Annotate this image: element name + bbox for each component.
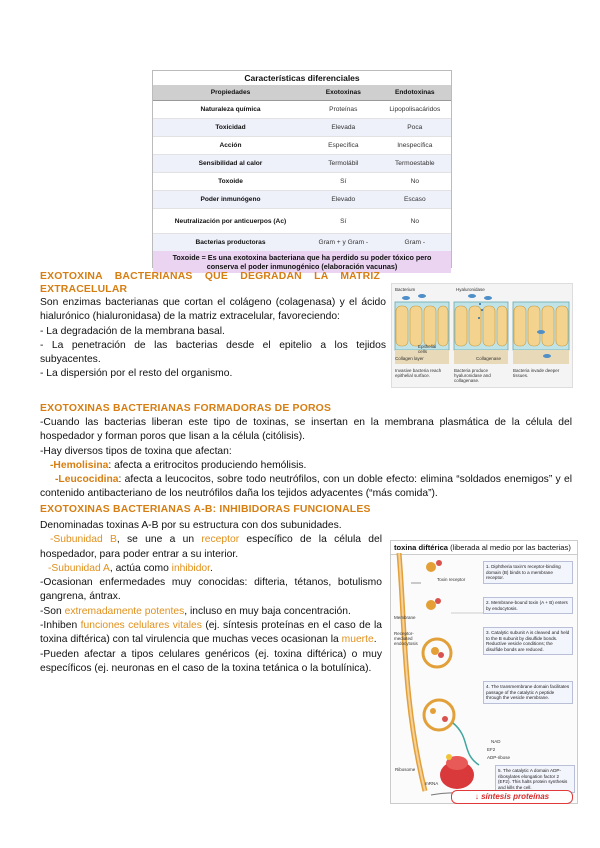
table-cell: Termolábil <box>308 155 379 173</box>
table-cell: Inespecífica <box>379 137 451 155</box>
fig1-label: Bacterium <box>395 287 416 292</box>
endocytosis-label: Receptor-mediated endocytosis <box>394 631 418 646</box>
subunit-a <box>40 562 382 576</box>
text: -Son <box>40 605 65 617</box>
keyword: muerte <box>341 634 374 646</box>
table-cell: Gram - <box>379 234 451 252</box>
table-cell: Gram + y Gram - <box>308 234 379 252</box>
ribosome-label: Ribosome <box>395 767 416 772</box>
header-cell: Exotoxinas <box>308 85 379 101</box>
comparison-table <box>152 70 452 271</box>
table-grid <box>153 85 451 251</box>
paragraph: -Hay diversos tipos de toxina que afectan: <box>40 445 232 457</box>
step-1-box: 1. Diphtheria toxin's receptor-binding domain (B) binds to a membrane receptor. <box>483 561 573 584</box>
table-cell: Lipopolisacáridos <box>379 101 451 119</box>
paragraph: Denominadas toxinas A-B por su estructura con dos subunidades. <box>40 520 342 531</box>
title-main: toxina diftérica <box>394 543 449 552</box>
table-cell: No <box>379 209 451 234</box>
keyword: extremadamente potentes <box>64 605 185 617</box>
table-cell: Escaso <box>379 191 451 209</box>
table-cell: Poder inmunógeno <box>153 191 308 209</box>
fig1-label: Hyaluronidase <box>456 287 485 292</box>
table-cell: Neutralización por anticuerpos (Ac) <box>153 209 308 234</box>
paragraph <box>40 605 382 619</box>
paragraph: -Ocasionan enfermedades muy conocidas: difteria, tétanos, botulismo gangrena, ántrax. <box>40 577 382 603</box>
mrna-label: mRNA <box>425 781 439 786</box>
subunit-b <box>40 533 382 562</box>
table-cell: Naturaleza química <box>153 101 308 119</box>
table-row <box>153 119 451 137</box>
bullet: - La dispersión por el resto del organismo. <box>40 368 233 380</box>
fig1-caption: Invasive bacteria reach epithelial surface. <box>395 368 442 378</box>
bullet: - La penetración de las bacterias desde el epitelio a los tejidos subyacentes. <box>40 339 386 366</box>
leucocidina-item <box>40 473 572 502</box>
nad-label: NAD <box>491 739 501 744</box>
table-cell: Termoestable <box>379 155 451 173</box>
fig1-caption: Bacteria invade deeper tissues. <box>513 368 560 378</box>
table-header-row <box>153 85 451 101</box>
text: . <box>210 562 213 574</box>
section-pores-body <box>40 416 572 502</box>
text: : afecta a leucocitos, sobre todo neutrófilos, con un doble efecto: elimina “soldados enemigos” y el contenido antibacteriano de los neutrófilos daña los tejidos adyacentes (“más comida”). <box>40 474 572 500</box>
table-row <box>153 101 451 119</box>
step-2-box: 2. Membrane-bound toxin (A + B) enters by endocytosis. <box>483 597 573 614</box>
step-3-box: 3. Catalytic subunit A is cleaved and held to the B subunit by disulfide bonds. Reductive vesicle conditions; the disulfide bonds are reduced. <box>483 627 573 655</box>
table-row <box>153 209 451 234</box>
header-cell: Endotoxinas <box>379 85 451 101</box>
table-cell: Elevado <box>308 191 379 209</box>
text: : afecta a eritrocitos produciendo hemólisis. <box>108 459 307 471</box>
title-note: (liberada al medio por las bacterias) <box>450 543 571 552</box>
step-4-box: 4. The transmembrane domain facilitates passage of the catalytic A peptide through the vesicle membrane. <box>483 681 573 704</box>
table-cell: Específica <box>308 137 379 155</box>
text: , se une a un <box>116 534 202 546</box>
step-5-box: 5. The catalytic A domain ADP-ribosylates elongation factor 2 (EF2). This halts protein synthesis and kills the cell. <box>495 765 575 793</box>
fig1-label: Collagenase <box>476 356 502 361</box>
ef2-label: EF2 <box>487 747 496 752</box>
fig1-caption: Bacteria produce hyaluronidase and collagenase. <box>454 368 491 383</box>
table-cell: Toxicidad <box>153 119 308 137</box>
keyword: -Leucocidina <box>55 474 119 486</box>
adp-ribose-label: ADP-ribose <box>487 755 511 760</box>
table-row <box>153 234 451 252</box>
keyword: -Subunidad A <box>48 562 110 574</box>
keyword: -Subunidad B <box>50 534 117 546</box>
keyword: inhibidor <box>171 562 211 574</box>
fig1-label: Epithelial cells <box>418 344 437 354</box>
table-cell: Bacterias productoras <box>153 234 308 252</box>
fig1-label: Collagen layer <box>395 356 424 361</box>
paragraph <box>40 619 382 648</box>
diphtheria-toxin-figure <box>390 540 578 804</box>
section-title-matrix: EXOTOXINA BACTERIANAS QUE DEGRADAN LA MATRIZ EXTRACELULAR <box>40 271 380 295</box>
table-row <box>153 191 451 209</box>
keyword: -Hemolisina <box>50 459 109 471</box>
toxin-receptor-label: Toxin receptor <box>437 577 466 582</box>
table-row <box>153 137 451 155</box>
section-title-ab: EXOTOXINAS BACTERIANAS A-B: INHIBIDORAS FUNCIONALES <box>40 504 371 515</box>
hemolisina-item <box>40 459 572 473</box>
section-title-pores: EXOTOXINAS BACTERIANAS FORMADORAS DE POROS <box>40 403 332 414</box>
bullet: - La degradación de la membrana basal. <box>40 325 225 337</box>
matrix-degradation-figure <box>391 283 573 388</box>
keyword: receptor <box>201 534 240 546</box>
table-cell: Acción <box>153 137 308 155</box>
table-cell: Sensibilidad al calor <box>153 155 308 173</box>
paragraph: -Cuando las bacterias liberan este tipo de toxinas, se insertan en la membrana plasmática de la célula del hospedador y forman poros que lisan a la célula (citólisis). <box>40 417 572 443</box>
section-ab-body <box>40 519 382 676</box>
synthesis-banner: ↓ síntesis proteínas <box>451 790 573 804</box>
text: -Inhiben <box>40 620 81 632</box>
paragraph: Son enzimas bacterianas que cortan el colágeno (colagenasa) y el ácido hialurónico (hialuronidasa) de la matriz extracelular, favoreciendo: <box>40 297 386 323</box>
membrane-label: Membrane <box>394 615 416 620</box>
table-cell: Sí <box>308 173 379 191</box>
table-row <box>153 155 451 173</box>
keyword: funciones celulares vitales <box>80 620 202 632</box>
text: . <box>373 634 377 646</box>
table-caption: Características diferenciales <box>244 73 360 83</box>
table-row <box>153 173 451 191</box>
table-cell: Elevada <box>308 119 379 137</box>
table-cell: Proteínas <box>308 101 379 119</box>
header-cell: Propiedades <box>153 85 308 101</box>
text: , incluso en muy baja concentración. <box>184 605 351 617</box>
table-cell: No <box>379 173 451 191</box>
text: específico de la célula del hospedador, para poder entrar a su interior. <box>40 534 383 560</box>
table-footnote: Toxoide = Es una exotoxina bacteriana que ha perdido su poder tóxico pero conserva el poder inmunogénico (elaboración vacunas) <box>153 251 451 273</box>
table-cell: Sí <box>308 209 379 234</box>
text: , actúa como <box>109 562 172 574</box>
table-cell: Poca <box>379 119 451 137</box>
section-matrix-body <box>40 296 386 382</box>
paragraph: -Pueden afectar a tipos celulares genéricos (ej. toxina diftérica) o muy específicos (ej. neuronas en el caso de la toxina tetánica o la botulínica). <box>40 648 382 674</box>
table-cell: Toxoide <box>153 173 308 191</box>
text: (ej. síntesis proteínas en el caso de la toxina diftérica) con tal virulencia que muchas veces ocasionan la <box>40 620 383 646</box>
